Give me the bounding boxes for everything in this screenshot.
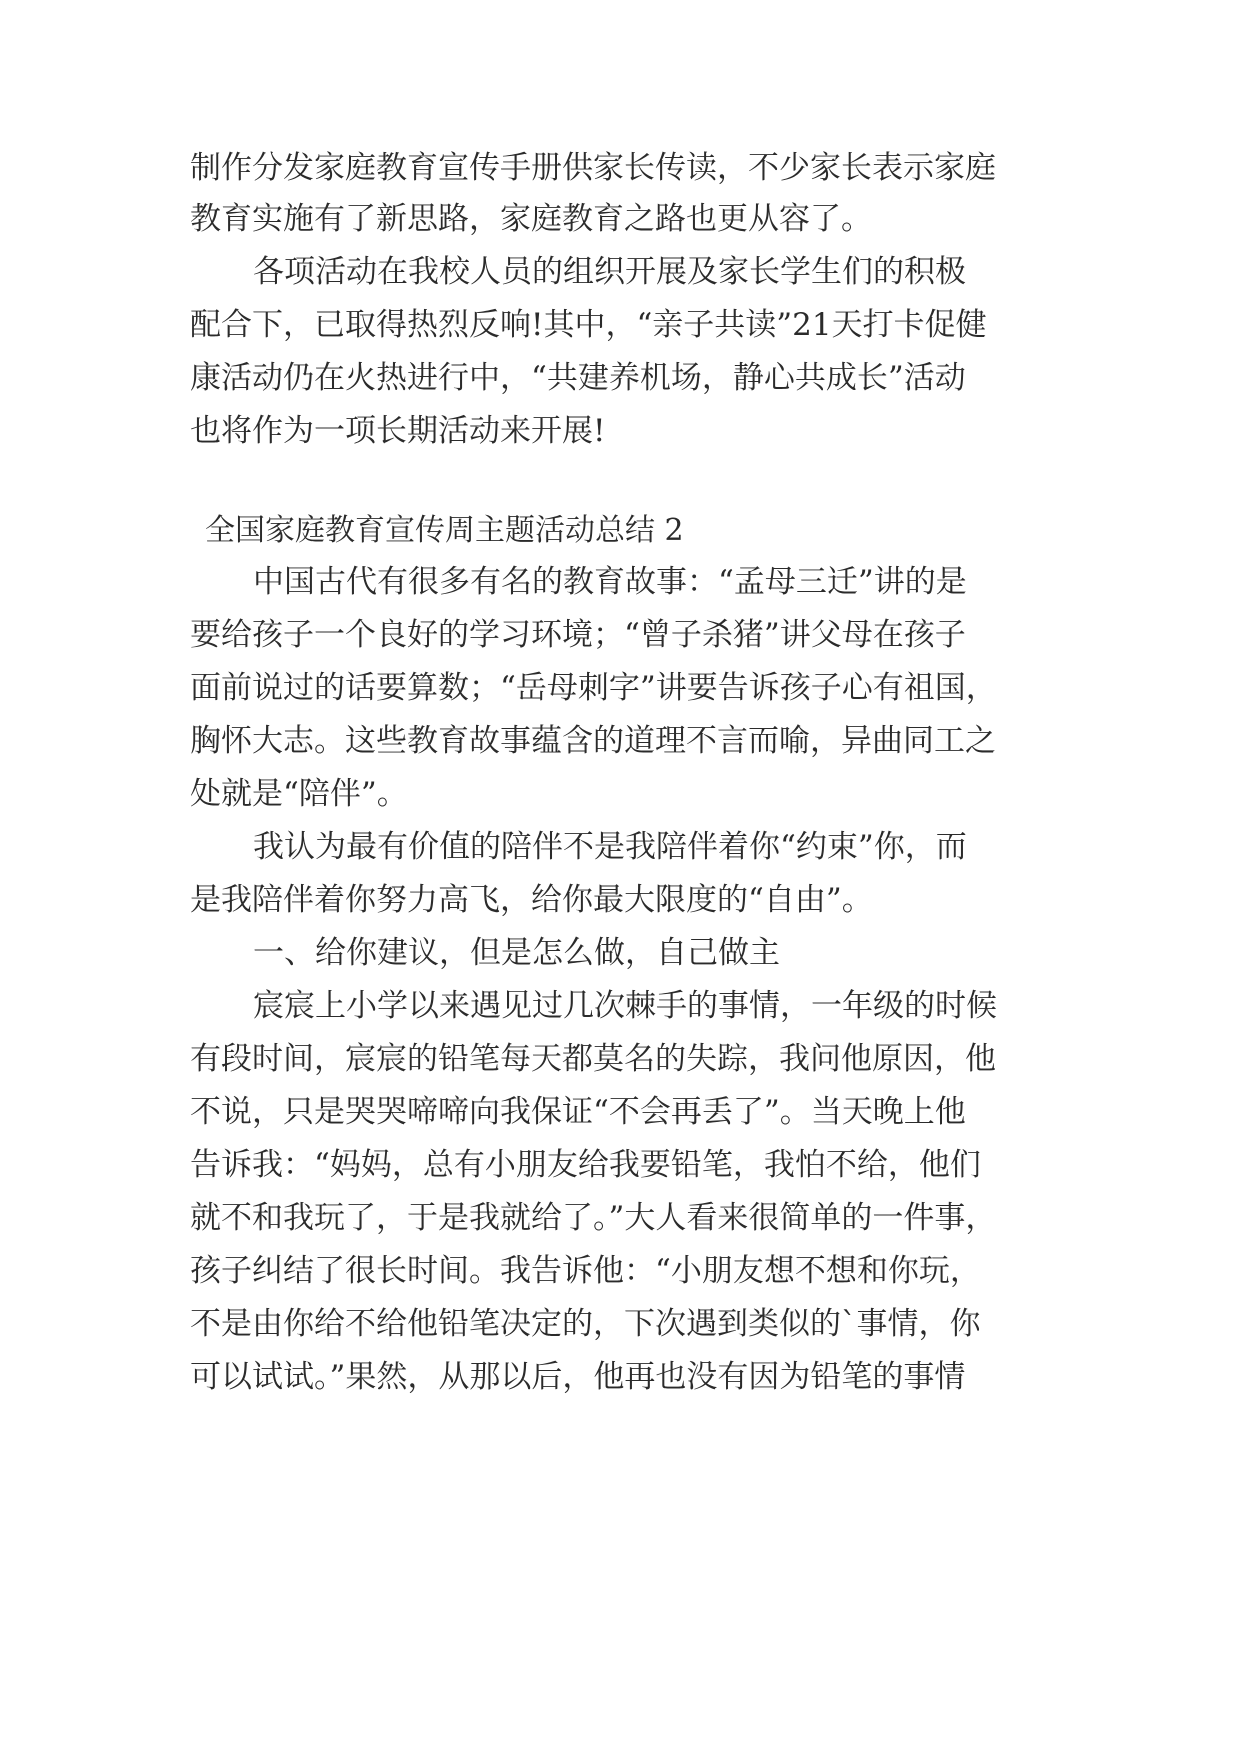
paragraph-line: 宸宸上小学以来遇见过几次棘手的事情，一年级的时候 [253, 988, 997, 1024]
paragraph-line: 中国古代有很多有名的教育故事：“孟母三迁”讲的是 [253, 564, 967, 600]
subheading: 一、给你建议，但是怎么做，自己做主 [253, 935, 780, 971]
paragraph-line: 是我陪伴着你努力高飞，给你最大限度的“自由”。 [190, 882, 873, 918]
paragraph-line: 制作分发家庭教育宣传手册供家长传读，不少家长表示家庭 [190, 150, 996, 186]
paragraph-line: 康活动仍在火热进行中，“共建养机场，静心共成长”活动 [190, 360, 966, 396]
paragraph-line: 配合下，已取得热烈反响!其中，“亲子共读”21天打卡促健 [190, 307, 987, 343]
paragraph-line: 不说，只是哭哭啼啼向我保证“不会再丢了”。当天晚上他 [190, 1094, 966, 1130]
paragraph-line: 各项活动在我校人员的组织开展及家长学生们的积极 [253, 254, 966, 290]
paragraph-line: 可以试试。”果然，从那以后，他再也没有因为铅笔的事情 [190, 1359, 966, 1395]
paragraph-line: 胸怀大志。这些教育故事蕴含的道理不言而喻，异曲同工之 [190, 723, 996, 759]
paragraph-line: 处就是“陪伴”。 [190, 776, 408, 812]
paragraph-line: 不是由你给不给他铅笔决定的，下次遇到类似的`事情，你 [190, 1306, 981, 1342]
paragraph-line: 我认为最有价值的陪伴不是我陪伴着你“约束”你，而 [253, 829, 967, 865]
paragraph-line: 有段时间，宸宸的铅笔每天都莫名的失踪，我问他原因，他 [190, 1041, 996, 1077]
paragraph-line: 孩子纠结了很长时间。我告诉他：“小朋友想不想和你玩， [190, 1253, 981, 1289]
paragraph-line: 教育实施有了新思路，家庭教育之路也更从容了。 [190, 201, 872, 237]
paragraph-line: 就不和我玩了，于是我就给了。”大人看来很简单的一件事， [190, 1200, 997, 1236]
paragraph-line: 告诉我：“妈妈，总有小朋友给我要铅笔，我怕不给，他们 [190, 1147, 981, 1183]
section-title: 全国家庭教育宣传周主题活动总结 2 [205, 513, 684, 548]
paragraph-line: 也将作为一项长期活动来开展! [190, 413, 606, 449]
paragraph-line: 要给孩子一个良好的学习环境；“曾子杀猪”讲父母在孩子 [190, 617, 966, 653]
paragraph-line: 面前说过的话要算数；“岳母刺字”讲要告诉孩子心有祖国， [190, 670, 997, 706]
